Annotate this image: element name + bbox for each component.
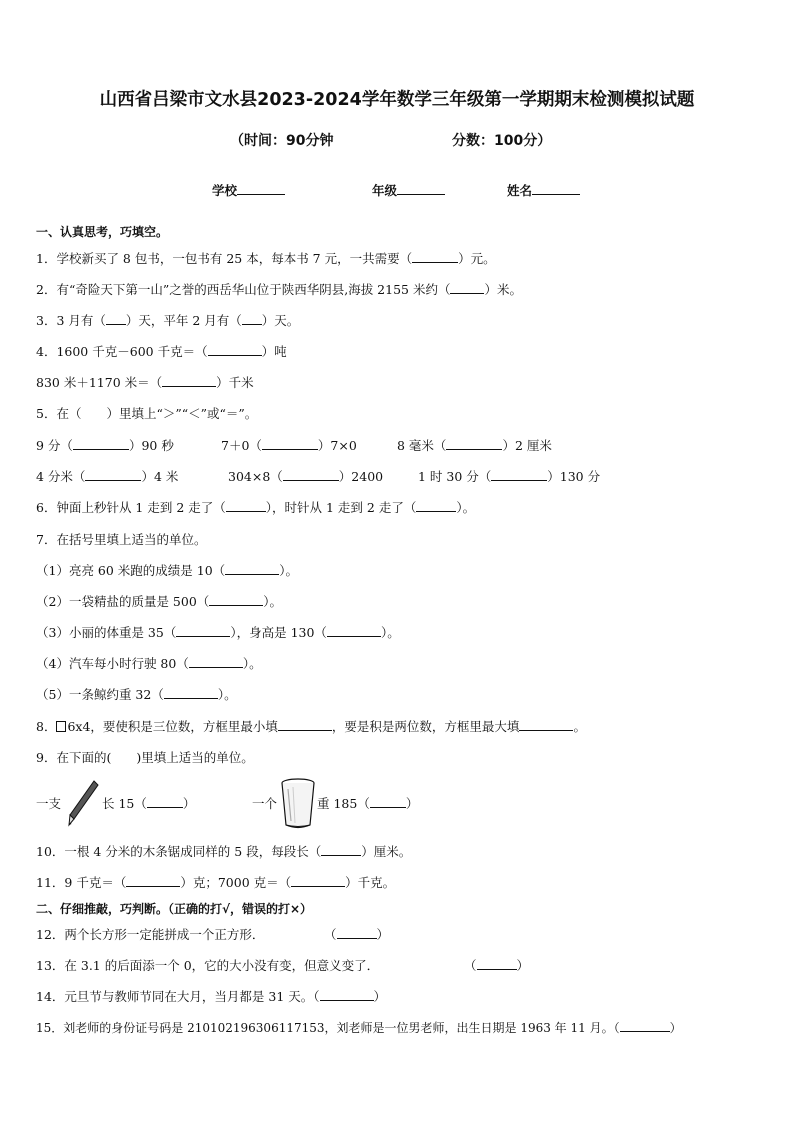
question-14 <box>36 989 386 1005</box>
q7-5-text: （5）一条鲸约重 32（ <box>36 687 164 702</box>
school-blank[interactable] <box>237 182 285 195</box>
question-9: 9．在下面的( )里填上适当的单位。 <box>36 750 254 765</box>
q5-r2-2-text: 304×8（ <box>228 469 283 484</box>
q7-item-3 <box>36 625 400 641</box>
q2-text-end: ）米。 <box>484 282 522 297</box>
q5-r2-2-blank[interactable] <box>283 469 339 481</box>
q14-text: 14．元旦节与教师节同在大月，当月都是 31 天。（ <box>36 989 320 1004</box>
q7-1-blank[interactable] <box>225 563 279 575</box>
q13-blank[interactable] <box>477 958 517 970</box>
q7-1-text: （1）亮亮 60 米跑的成绩是 10（ <box>36 563 226 578</box>
q8-blank-2[interactable] <box>519 719 573 731</box>
q9-pencil-label: 一支 <box>36 796 62 811</box>
q7-item-1 <box>36 563 298 579</box>
question-11 <box>36 875 395 891</box>
q12-text: 12．两个长方形一定能拼成一个正方形． <box>36 927 265 942</box>
q8-blank-1[interactable] <box>278 719 332 731</box>
q6-text: 6．钟面上秒针从 1 走到 2 走了（ <box>36 500 226 515</box>
q10-text-end: ）厘米。 <box>361 844 412 859</box>
q2-text: 2．有“奇险天下第一山”之誉的西岳华山位于陕西华阴县,海拔 2155 米约（ <box>36 282 451 297</box>
grade-blank[interactable] <box>397 182 445 195</box>
q4-blank[interactable] <box>208 344 262 356</box>
q5-row1-item3 <box>397 438 552 454</box>
question-13 <box>36 958 379 974</box>
q7-4-text: （4）汽车每小时行驶 80（ <box>36 656 189 671</box>
pencil-icon <box>66 779 100 827</box>
school-label: 学校 <box>212 183 238 198</box>
q5-row1-item2 <box>221 438 357 454</box>
q4b-text-end: ）千米 <box>216 375 254 390</box>
q9-b-end: ） <box>405 796 419 811</box>
q11-text-end: ）千克。 <box>345 875 396 890</box>
question-12 <box>36 927 264 943</box>
q9-cup-blank[interactable] <box>370 796 406 808</box>
q5-r1-1-end: ）90 秒 <box>128 438 174 453</box>
exam-time: （时间：90分钟 <box>230 133 334 149</box>
question-15 <box>36 1020 682 1036</box>
q5-r1-3-blank[interactable] <box>446 438 502 450</box>
q14-text-end: ） <box>373 989 387 1004</box>
q9-b-text: 重 185（ <box>317 796 370 811</box>
q7-3-blank-2[interactable] <box>327 625 381 637</box>
q9-cup-label: 一个 <box>252 796 278 811</box>
q14-blank[interactable] <box>320 989 374 1001</box>
question-10 <box>36 844 411 860</box>
q3-text-end: ）天。 <box>261 313 300 328</box>
q5-r1-1-blank[interactable] <box>73 438 129 450</box>
q5-row1-item1 <box>36 438 174 454</box>
name-field <box>507 181 580 199</box>
exam-title: 山西省吕梁市文水县2023-2024学年数学三年级第一学期期末检测模拟试题 <box>99 90 695 110</box>
q3-blank-2[interactable] <box>242 313 262 325</box>
q5-r1-2-end: ）7×0 <box>317 438 357 453</box>
q5-r2-1-blank[interactable] <box>85 469 141 481</box>
section-2-heading: 二、仔细推敲，巧判断。（正确的打√，错误的打×） <box>36 902 313 916</box>
q10-blank[interactable] <box>321 844 361 856</box>
q4-text-end: ）吨 <box>261 344 287 359</box>
q5-row2-item2 <box>228 469 383 485</box>
blank-square-icon <box>56 721 66 732</box>
q10-text: 10．一根 4 分米的木条锯成同样的 5 段，每段长（ <box>36 844 322 859</box>
q5-r2-3-end: ）130 分 <box>547 469 601 484</box>
question-2 <box>36 282 522 298</box>
grade-field <box>372 181 445 199</box>
q7-3-mid: ），身高是 130（ <box>230 625 327 640</box>
q5-r1-3-text: 8 毫米（ <box>397 438 447 453</box>
q7-item-2 <box>36 594 282 610</box>
q9-pencil-blank[interactable] <box>147 796 183 808</box>
q11-text: 11．9 千克＝（ <box>36 875 127 890</box>
question-8 <box>36 719 586 735</box>
q12-answer <box>324 927 389 943</box>
name-blank[interactable] <box>532 182 580 195</box>
q6-blank-1[interactable] <box>226 500 266 512</box>
q7-3-blank-1[interactable] <box>176 625 230 637</box>
q7-2-end: ）。 <box>263 594 283 609</box>
q11-blank-1[interactable] <box>126 875 180 887</box>
q13-answer <box>464 958 529 974</box>
q1-text: 1．学校新买了 8 包书，一包书有 25 本，每本书 7 元，一共需要（ <box>36 251 413 266</box>
q9-cup-item <box>317 796 418 812</box>
question-3 <box>36 313 299 329</box>
q9-a-text: 长 15（ <box>102 796 147 811</box>
q15-text: 15．刘老师的身份证号码是 210102196306117153，刘老师是一位男老师，出生日期是 1963 年 11 月。（ <box>36 1021 620 1035</box>
q15-text-end: ） <box>669 1021 682 1035</box>
q6-text-mid: ），时针从 1 走到 2 走了（ <box>265 500 417 515</box>
question-6 <box>36 500 475 516</box>
q7-4-end: ）。 <box>242 656 262 671</box>
q12-blank[interactable] <box>337 927 377 939</box>
q8-text-end: 。 <box>573 719 586 734</box>
q7-item-4 <box>36 656 262 672</box>
q9-pencil-item <box>102 796 195 812</box>
q11-blank-2[interactable] <box>291 875 345 887</box>
question-7: 7．在括号里填上适当的单位。 <box>36 532 207 547</box>
q3-text-mid: ）天，平年 2 月有（ <box>125 313 242 328</box>
q13-open: （ <box>464 958 477 973</box>
q5-r2-3-blank[interactable] <box>491 469 547 481</box>
q5-r2-1-text: 4 分米（ <box>36 469 86 484</box>
q5-row2-item1 <box>36 469 178 485</box>
q4b-text: 830 米＋1170 米＝（ <box>36 375 163 390</box>
q8-text-mid: ，要是积是两位数，方框里最大填 <box>331 719 520 734</box>
q8-text: 6x4，要使积是三位数，方框里最小填 <box>67 719 278 734</box>
q6-text-end: ）。 <box>456 500 476 515</box>
q5-row2-item3 <box>418 469 600 485</box>
q1-blank[interactable] <box>412 251 458 263</box>
q7-2-blank[interactable] <box>209 594 263 606</box>
q7-1-end: ）。 <box>279 563 298 578</box>
q5-r1-2-text: 7＋0（ <box>221 438 262 453</box>
school-field <box>212 181 285 199</box>
q2-blank[interactable] <box>450 282 484 294</box>
q4b-blank[interactable] <box>162 375 216 387</box>
q13-text: 13．在 3.1 的后面添一个 0，它的大小没有变，但意义变了． <box>36 958 380 973</box>
q7-5-end: ）。 <box>217 687 237 702</box>
question-1 <box>36 251 496 267</box>
q5-r2-2-end: ）2400 <box>338 469 384 484</box>
cup-icon <box>279 777 317 831</box>
q9-a-end: ） <box>182 796 196 811</box>
q13-close: ） <box>516 958 530 973</box>
q12-close: ） <box>376 927 390 942</box>
q5-r1-1-text: 9 分（ <box>36 438 73 453</box>
q5-r1-3-end: ）2 厘米 <box>502 438 552 453</box>
q11-text-mid: ）克；7000 克＝（ <box>180 875 292 890</box>
question-4b <box>36 375 254 391</box>
q7-5-blank[interactable] <box>164 687 218 699</box>
q7-2-text: （2）一袋精盐的质量是 500（ <box>36 594 210 609</box>
q4-text: 4．1600 千克－600 千克＝（ <box>36 344 208 359</box>
name-label: 姓名 <box>507 183 533 198</box>
q7-4-blank[interactable] <box>189 656 243 668</box>
q7-3-end: ）。 <box>380 625 400 640</box>
exam-score: 分数：100分） <box>452 133 552 149</box>
q7-item-5 <box>36 687 237 703</box>
q5-r2-3-text: 1 时 30 分（ <box>418 469 492 484</box>
section-1-heading: 一、认真思考，巧填空。 <box>36 225 169 239</box>
q15-blank[interactable] <box>620 1020 670 1032</box>
q7-3-text: （3）小丽的体重是 35（ <box>36 625 177 640</box>
q5-r1-2-blank[interactable] <box>262 438 318 450</box>
q1-text-end: ）元。 <box>458 251 496 266</box>
question-4 <box>36 344 287 360</box>
grade-label: 年级 <box>372 183 398 198</box>
question-5: 5．在（ ）里填上“＞”“＜”或“＝”。 <box>36 406 258 421</box>
q3-text: 3．3 月有（ <box>36 313 106 328</box>
q8-num: 8． <box>36 719 57 734</box>
q12-open: （ <box>324 927 337 942</box>
q5-r2-1-end: ）4 米 <box>141 469 179 484</box>
q6-blank-2[interactable] <box>416 500 456 512</box>
q3-blank-1[interactable] <box>106 313 126 325</box>
